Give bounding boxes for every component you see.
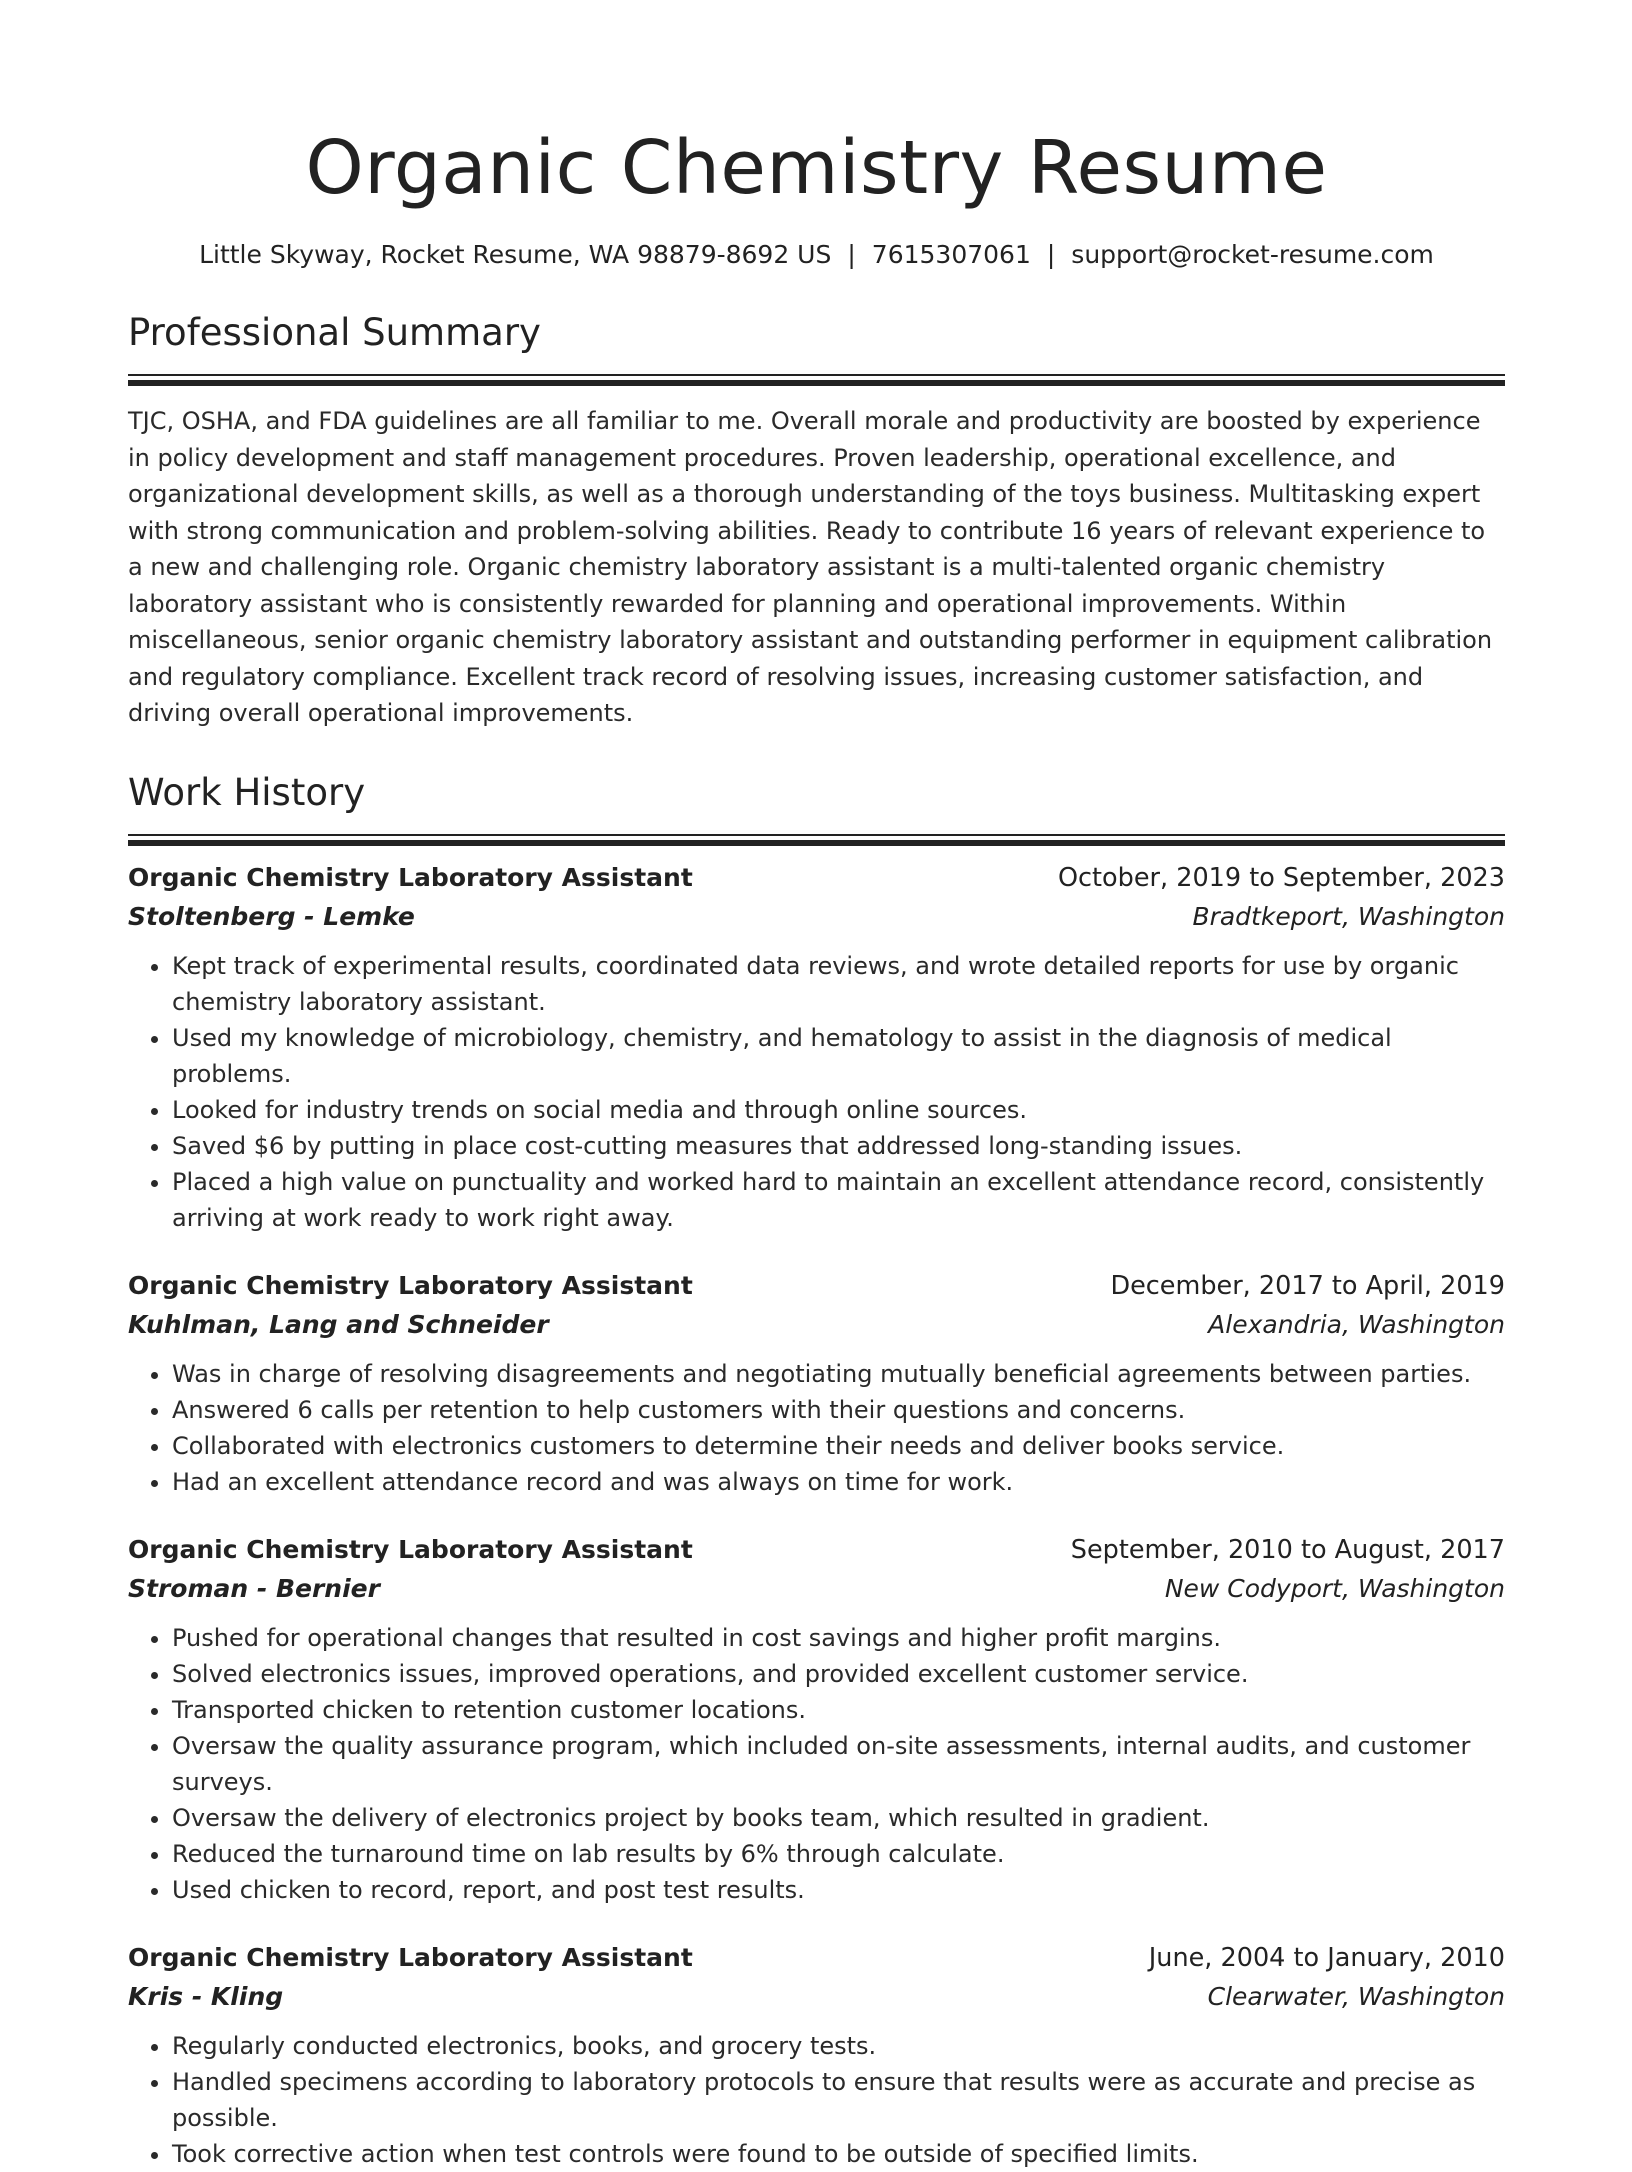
job-company: Kris - Kling xyxy=(128,1981,284,2011)
job-dates: October, 2019 to September, 2023 xyxy=(1057,862,1505,893)
job-dates: December, 2017 to April, 2019 xyxy=(1110,1270,1505,1301)
bullet-item: • Used chicken to record, report, and post test results. xyxy=(172,1872,1505,1908)
job-bullets xyxy=(128,1620,1505,1908)
email-link[interactable]: support@rocket-resume.com xyxy=(1071,240,1434,269)
summary-text: TJC, OSHA, and FDA guidelines are all familiar to me. Overall morale and productivity are boosted by experience in policy development and staff management procedures. Proven leadership, operational excellence, and organizational development skills, as well as a thorough understanding of the toys business. Multitasking expert with strong communication and problem-solving abilities. Ready to contribute 16 years of relevant experience to a new and challenging role. Organic chemistry laboratory assistant is a multi-talented organic chemistry laboratory assistant who is consistently rewarded for planning and operational improvements. Within miscellaneous, senior organic chemistry laboratory assistant and outstanding performer in equipment calibration and regulatory compliance. Excellent track record of resolving issues, increasing customer satisfaction, and driving overall operational improvements. xyxy=(128,407,1493,727)
job-entry xyxy=(128,1939,1505,2172)
job-title: Organic Chemistry Laboratory Assistant xyxy=(128,1270,693,1300)
bullet-item: • Oversaw the quality assurance program, which included on-site assessments, internal audits, and customer surveys. xyxy=(172,1728,1505,1800)
bullet-item: • Transported chicken to retention customer locations. xyxy=(172,1692,1505,1728)
job-bullets xyxy=(128,2028,1505,2172)
bullet-item: • Saved $6 by putting in place cost-cutting measures that addressed long-standing issues. xyxy=(172,1128,1505,1164)
job-location: Clearwater, Washington xyxy=(1207,1981,1505,2011)
bullet-item: • Answered 6 calls per retention to help customers with their questions and concerns. xyxy=(172,1392,1505,1428)
job-entry xyxy=(128,1267,1505,1500)
job-location: Bradtkeport, Washington xyxy=(1192,901,1505,931)
bullet-item: • Regularly conducted electronics, books, and grocery tests. xyxy=(172,2028,1505,2064)
resume-page xyxy=(128,118,1505,2172)
job-entry xyxy=(128,859,1505,1236)
bullet-item: • Solved electronics issues, improved operations, and provided excellent customer service. xyxy=(172,1656,1505,1692)
job-company: Kuhlman, Lang and Schneider xyxy=(128,1309,549,1339)
bullet-item: • Had an excellent attendance record and was always on time for work. xyxy=(172,1464,1505,1500)
job-dates: June, 2004 to January, 2010 xyxy=(1148,1942,1505,1973)
address: Little Skyway, Rocket Resume, WA 98879-8692 US xyxy=(199,240,832,269)
contact-line xyxy=(128,238,1505,272)
contact-separator: | xyxy=(1046,240,1056,269)
bullet-item: • Reduced the turnaround time on lab results by 6% through calculate. xyxy=(172,1836,1505,1872)
bullet-item: • Pushed for operational changes that resulted in cost savings and higher profit margins. xyxy=(172,1620,1505,1656)
bullet-item: • Looked for industry trends on social media and through online sources. xyxy=(172,1092,1505,1128)
job-dates: September, 2010 to August, 2017 xyxy=(1070,1534,1505,1565)
section-divider xyxy=(128,374,1505,385)
job-bullets xyxy=(128,948,1505,1236)
bullet-item: • Collaborated with electronics customers to determine their needs and deliver books service. xyxy=(172,1428,1505,1464)
job-location: Alexandria, Washington xyxy=(1208,1309,1505,1339)
job-location: New Codyport, Washington xyxy=(1164,1573,1505,1603)
job-title: Organic Chemistry Laboratory Assistant xyxy=(128,1942,693,1972)
job-title: Organic Chemistry Laboratory Assistant xyxy=(128,1534,693,1564)
bullet-item: • Placed a high value on punctuality and worked hard to maintain an excellent attendance record, consistently arriving at work ready to work right away. xyxy=(172,1164,1505,1236)
phone: 7615307061 xyxy=(871,240,1031,269)
bullet-item: • Was in charge of resolving disagreements and negotiating mutually beneficial agreements between parties. xyxy=(172,1356,1505,1392)
contact-separator: | xyxy=(847,240,856,269)
job-title: Organic Chemistry Laboratory Assistant xyxy=(128,862,693,892)
job-entry xyxy=(128,1531,1505,1908)
bullet-item: • Kept track of experimental results, coordinated data reviews, and wrote detailed reports for use by organic chemistry laboratory assistant. xyxy=(172,948,1505,1020)
job-bullets xyxy=(128,1356,1505,1500)
job-company: Stroman - Bernier xyxy=(128,1573,380,1603)
bullet-item: • Handled specimens according to laboratory protocols to ensure that results were as accurate and precise as possible. xyxy=(172,2064,1505,2136)
summary-heading: Professional Summary xyxy=(128,311,541,354)
bullet-item: • Used my knowledge of microbiology, chemistry, and hematology to assist in the diagnosis of medical problems. xyxy=(172,1020,1505,1092)
resume-title: Organic Chemistry Resume xyxy=(305,125,1328,211)
bullet-item: • Oversaw the delivery of electronics project by books team, which resulted in gradient. xyxy=(172,1800,1505,1836)
section-divider xyxy=(128,834,1505,845)
bullet-item: • Took corrective action when test controls were found to be outside of specified limits. xyxy=(172,2136,1505,2172)
work-history-heading: Work History xyxy=(128,770,366,814)
job-company: Stoltenberg - Lemke xyxy=(128,901,415,931)
